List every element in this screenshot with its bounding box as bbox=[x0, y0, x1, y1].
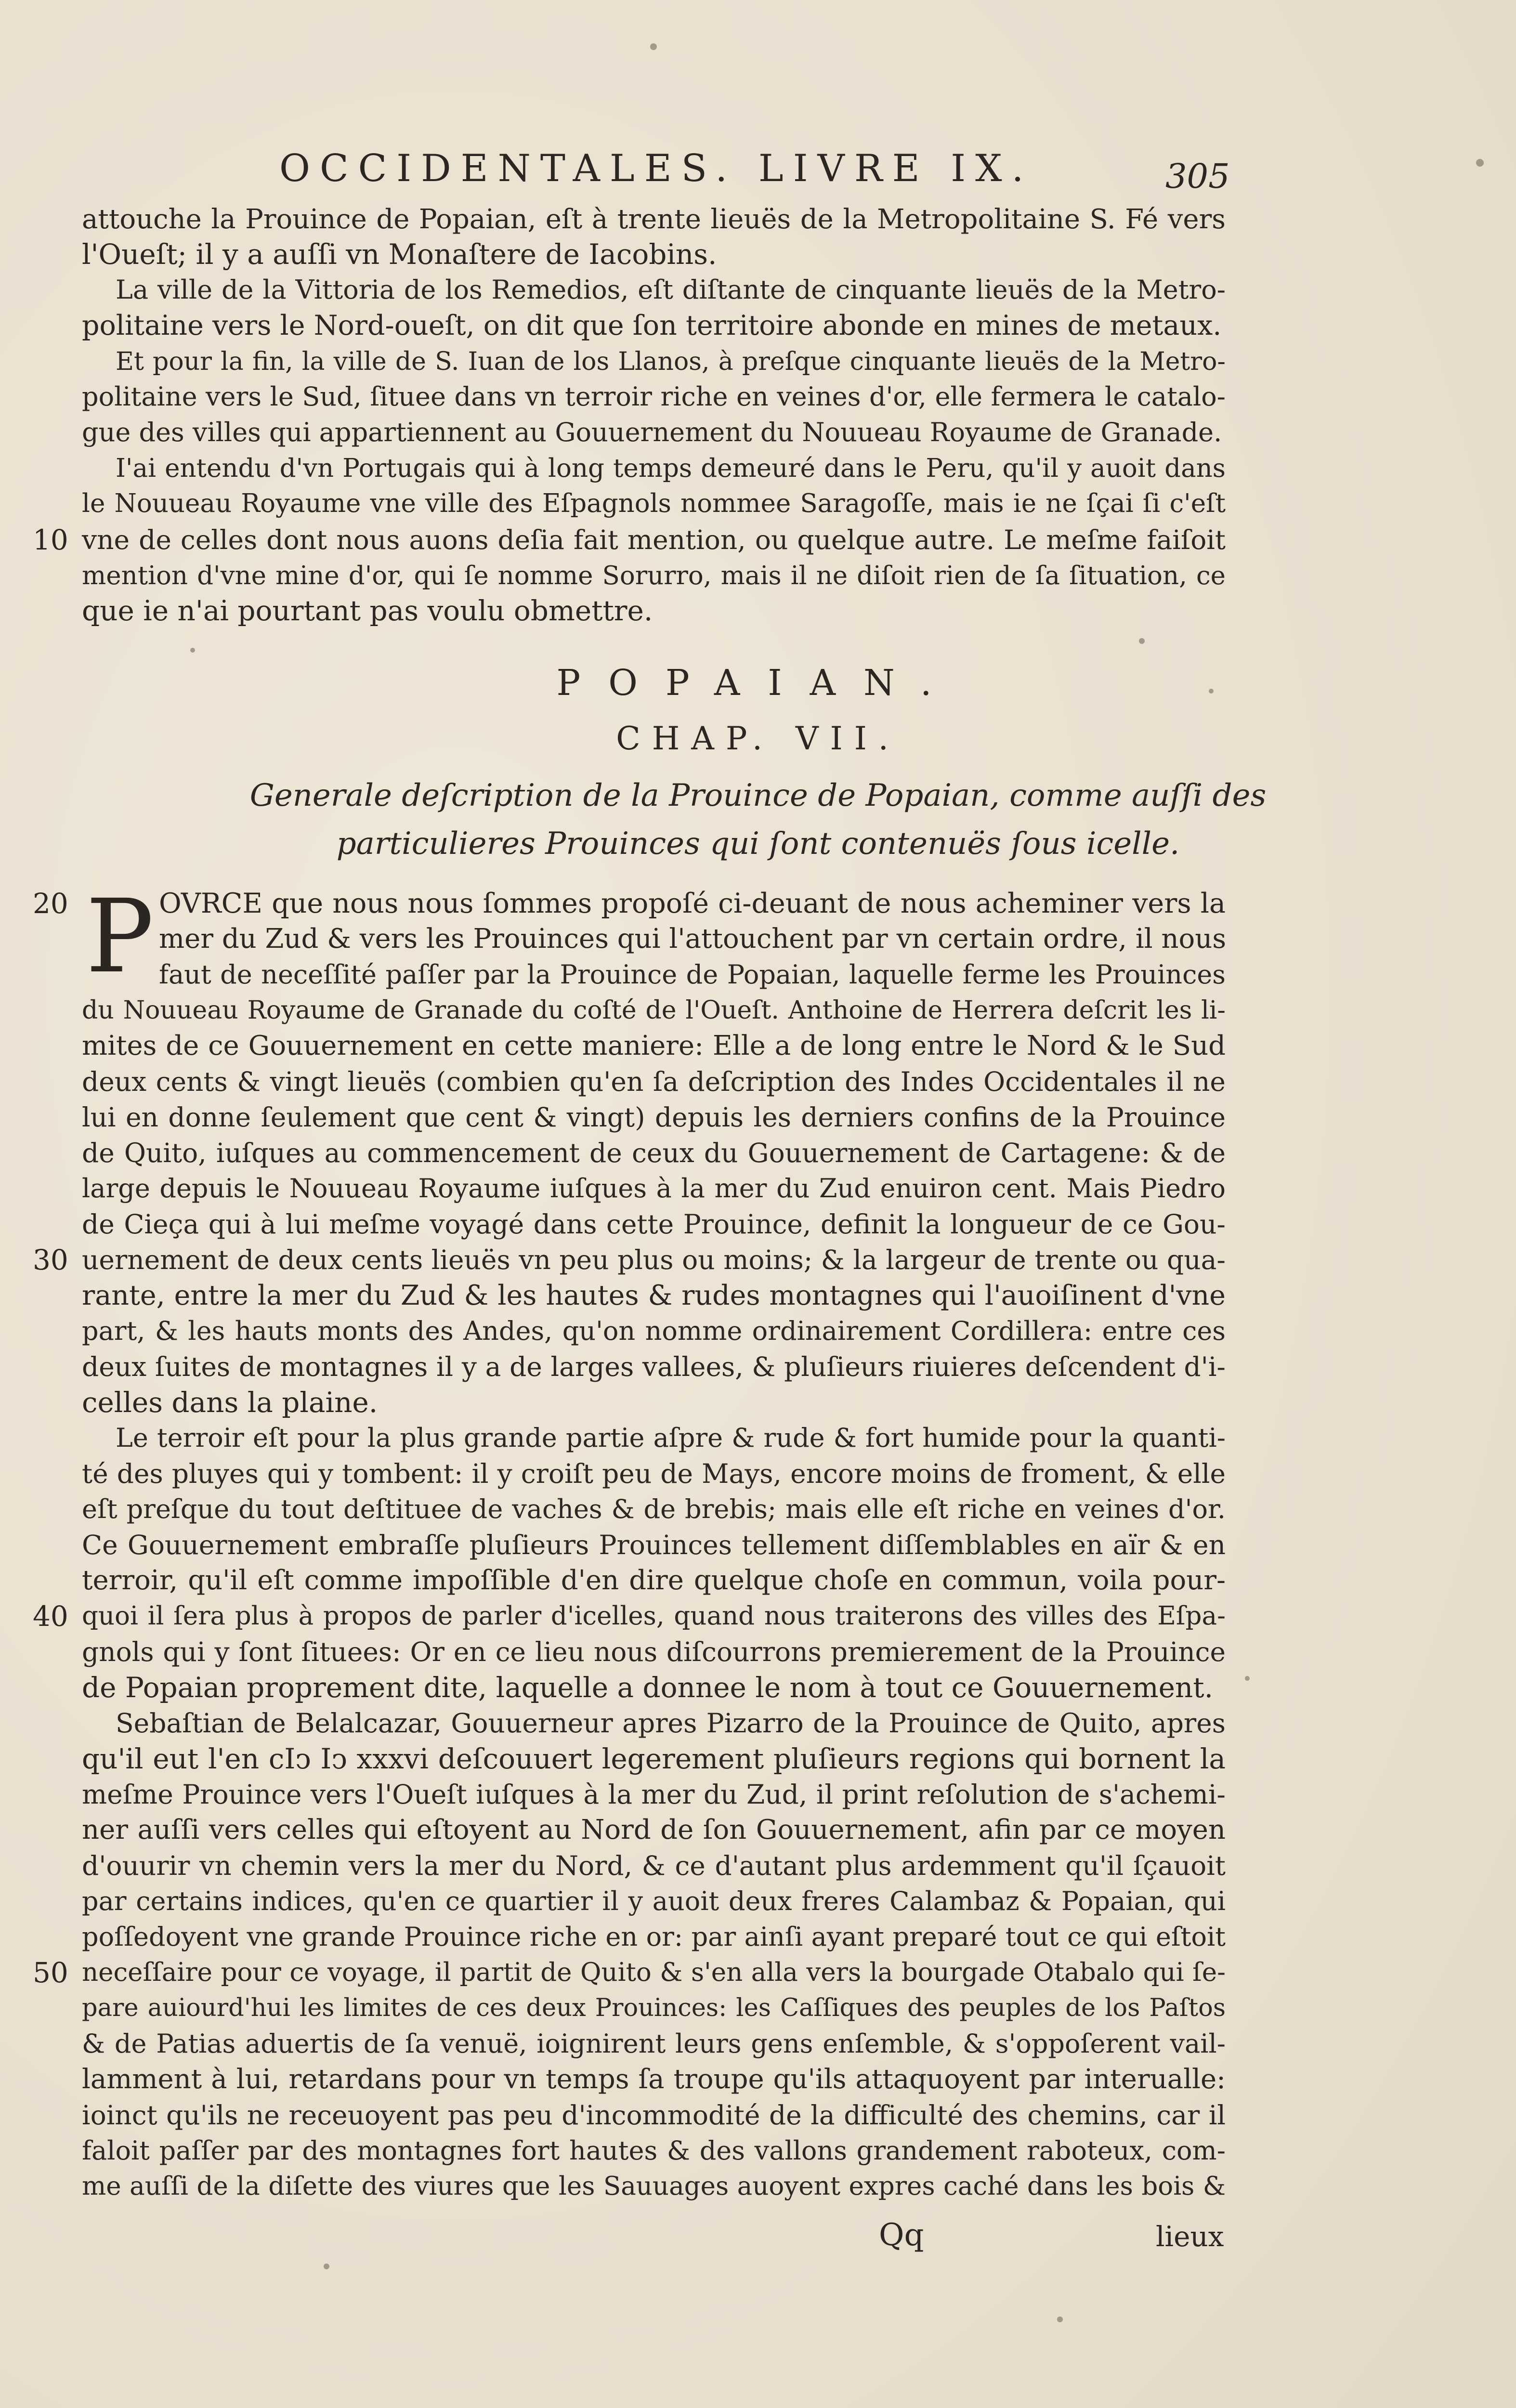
paper-speck bbox=[650, 43, 657, 50]
text-line: lui en donne ſeulement que cent & vingt) depuis les derniers confins de la Prouince bbox=[82, 1102, 1226, 1133]
margin-line-number: 40 bbox=[33, 1600, 68, 1633]
paper-speck bbox=[1139, 638, 1145, 644]
text-line: de Popaian proprement dite, laquelle a donnee le nom à tout ce Gouuernement. bbox=[82, 1671, 1214, 1704]
chapter-summary-line: particulieres Prouinces qui ſont contenuës ſous icelle. bbox=[336, 826, 1180, 862]
page-number: 305 bbox=[1165, 157, 1230, 196]
text-line: d'ouurir vn chemin vers la mer du Nord, & ce d'autant plus ardemment qu'il ſçauoit bbox=[82, 1850, 1226, 1881]
text-line: Ce Gouuernement embraſſe pluſieurs Prouinces tellement diſſemblables en aïr & en bbox=[82, 1530, 1226, 1560]
text-line: quoi il ſera plus à propos de parler d'icelles, quand nous traiterons des villes des Eſpa- bbox=[82, 1601, 1226, 1631]
catchword: lieux bbox=[1156, 2220, 1224, 2253]
text-line: que ie n'ai pourtant pas voulu obmettre. bbox=[82, 594, 653, 627]
section-title: POPAIAN. bbox=[556, 662, 960, 704]
text-line: de Cieça qui à lui meſme voyagé dans cette Prouince, definit la longueur de ce Gou- bbox=[82, 1209, 1226, 1240]
text-line: rante, entre la mer du Zud & les hautes & rudes montagnes qui l'auoiſinent d'vne bbox=[82, 1280, 1226, 1311]
text-line: de Quito, iuſques au commencement de ceux du Gouuernement de Cartagene: & de bbox=[82, 1138, 1226, 1168]
text-line: part, & les hauts monts des Andes, qu'on nomme ordinairement Cordillera: entre ces bbox=[82, 1316, 1226, 1346]
text-line: vne de celles dont nous auons deſia fait mention, ou quelque autre. Le meſme faiſoit bbox=[82, 524, 1226, 555]
text-line: lamment à lui, retardans pour vn temps ſa troupe qu'ils attaquoyent par interualle: bbox=[82, 2064, 1226, 2095]
margin-line-number: 30 bbox=[33, 1243, 68, 1276]
text-line: La ville de la Vittoria de los Remedios, eſt diſtante de cinquante lieuës de la Metro- bbox=[116, 275, 1226, 305]
text-line: politaine vers le Sud, ſituee dans vn terroir riche en veines d'or, elle fermera le catalo- bbox=[82, 381, 1226, 412]
text-line: ner auſſi vers celles qui eſtoyent au Nord de ſon Gouuernement, afin par ce moyen bbox=[82, 1814, 1226, 1845]
text-line: OVRCE que nous nous ſommes propoſé ci-deuant de nous acheminer vers la bbox=[159, 888, 1226, 919]
text-line: pare auiourd'hui les limites de ces deux Prouinces: les Caſſiques des peuples de los Paſtos bbox=[82, 1994, 1226, 2022]
margin-line-number: 50 bbox=[33, 1956, 68, 1989]
signature-mark: Qq bbox=[879, 2217, 924, 2253]
paper-speck bbox=[1057, 2316, 1063, 2322]
text-line: gue des villes qui appartiennent au Gouuernement du Nouueau Royaume de Granade. bbox=[82, 417, 1222, 447]
drop-cap: P bbox=[86, 877, 154, 995]
text-line: me auſſi de la diſette des viures que les Sauuages auoyent expres caché dans les bois & bbox=[82, 2172, 1226, 2201]
paper-speck bbox=[1245, 1676, 1250, 1681]
text-line: ioinct qu'ils ne receuoyent pas peu d'incommodité de la difficulté des chemins, car il bbox=[82, 2100, 1226, 2131]
text-line: le Nouueau Royaume vne ville des Eſpagnols nommee Saragoſſe, mais ie ne ſçai ſi c'eſt bbox=[82, 489, 1226, 518]
text-line: deux cents & vingt lieuës (combien qu'en ſa deſcription des Indes Occidentales il ne bbox=[82, 1066, 1226, 1097]
text-line: celles dans la plaine. bbox=[82, 1386, 378, 1419]
text-line: neceſſaire pour ce voyage, il partit de Quito & s'en alla vers la bourgade Otabalo qui ſe- bbox=[82, 1958, 1226, 1987]
text-line: faut de neceſſité paſſer par la Prouince de Popaian, laquelle ferme les Prouinces bbox=[159, 959, 1226, 990]
text-line: Et pour la fin, la ville de S. Iuan de los Llanos, à preſque cinquante lieuës de la Metro- bbox=[116, 347, 1226, 376]
paper-speck bbox=[1476, 159, 1484, 167]
text-line: qu'il eut l'en cIↄ Iↄ xxxvi deſcouuert legerement pluſieurs regions qui bornent la bbox=[82, 1742, 1226, 1775]
running-head: OCCIDENTALES. LIVRE IX. bbox=[279, 147, 1033, 190]
chapter-number: CHAP. VII. bbox=[616, 720, 900, 757]
margin-line-number: 10 bbox=[33, 523, 68, 556]
text-line: uernement de deux cents lieuës vn peu plus ou moins; & la largeur de trente ou qua- bbox=[82, 1244, 1226, 1275]
text-line: attouche la Prouince de Popaian, eſt à trente lieuës de la Metropolitaine S. Fé vers bbox=[82, 204, 1226, 235]
text-line: gnols qui y ſont ſituees: Or en ce lieu nous diſcourrons premierement de la Prouince bbox=[82, 1636, 1226, 1667]
text-line: du Nouueau Royaume de Granade du coſté de l'Oueſt. Anthoine de Herrera deſcrit les li- bbox=[82, 996, 1226, 1025]
text-line: poſſedoyent vne grande Prouince riche en or: par ainſi ayant preparé tout ce qui eſtoit bbox=[82, 1922, 1226, 1952]
text-line: mer du Zud & vers les Prouinces qui l'attouchent par vn certain ordre, il nous bbox=[159, 923, 1227, 955]
text-line: eſt preſque du tout deſtituee de vaches & de brebis; mais elle eſt riche en veines d'or. bbox=[82, 1494, 1226, 1524]
text-line: Le terroir eſt pour la plus grande partie aſpre & rude & fort humide pour la quanti- bbox=[116, 1423, 1226, 1453]
text-line: deux ſuites de montagnes il y a de larges vallees, & pluſieurs riuieres deſcendent d'i- bbox=[82, 1351, 1226, 1382]
text-line: terroir, qu'il eſt comme impoſſible d'en dire quelque choſe en commun, voila pour- bbox=[82, 1565, 1226, 1596]
text-line: I'ai entendu d'vn Portugais qui à long temps demeuré dans le Peru, qu'il y auoit dans bbox=[116, 454, 1226, 483]
text-line: politaine vers le Nord-oueſt, on dit que ſon territoire abonde en mines de metaux. bbox=[82, 310, 1222, 341]
text-line: l'Oueſt; il y a auſſi vn Monaſtere de Iacobins. bbox=[82, 238, 717, 271]
text-line: mites de ce Gouuernement en cette maniere: Elle a de long entre le Nord & le Sud bbox=[82, 1030, 1226, 1061]
text-line: faloit paſſer par des montagnes fort hautes & des vallons grandement raboteux, com- bbox=[82, 2135, 1226, 2166]
text-line: meſme Prouince vers l'Oueſt iuſques à la mer du Zud, il print reſolution de s'achemi- bbox=[82, 1779, 1226, 1810]
text-line: large depuis le Nouueau Royaume iuſques à la mer du Zud enuiron cent. Mais Piedro bbox=[82, 1173, 1226, 1204]
paper-speck bbox=[1209, 689, 1214, 694]
text-line: Sebaſtian de Belalcazar, Gouuerneur apres Pizarro de la Prouince de Quito, apres bbox=[116, 1708, 1226, 1739]
margin-line-number: 20 bbox=[33, 887, 68, 920]
text-line: té des pluyes qui y tombent: il y croiſt peu de Mays, encore moins de froment, & elle bbox=[82, 1458, 1226, 1489]
chapter-summary-line: Generale deſcription de la Prouince de Popaian, comme auſſi des bbox=[249, 778, 1267, 813]
paper-speck bbox=[324, 2264, 329, 2269]
text-line: mention d'vne mine d'or, qui ſe nomme Sorurro, mais il ne diſoit rien de ſa ſituation, ce bbox=[82, 561, 1226, 590]
text-line: par certains indices, qu'en ce quartier il y auoit deux freres Calambaz & Popaian, qui bbox=[82, 1886, 1226, 1916]
paper-speck bbox=[190, 648, 195, 653]
text-line: & de Patias aduertis de ſa venuë, ioignirent leurs gens enſemble, & s'oppoſerent vail- bbox=[82, 2028, 1226, 2059]
